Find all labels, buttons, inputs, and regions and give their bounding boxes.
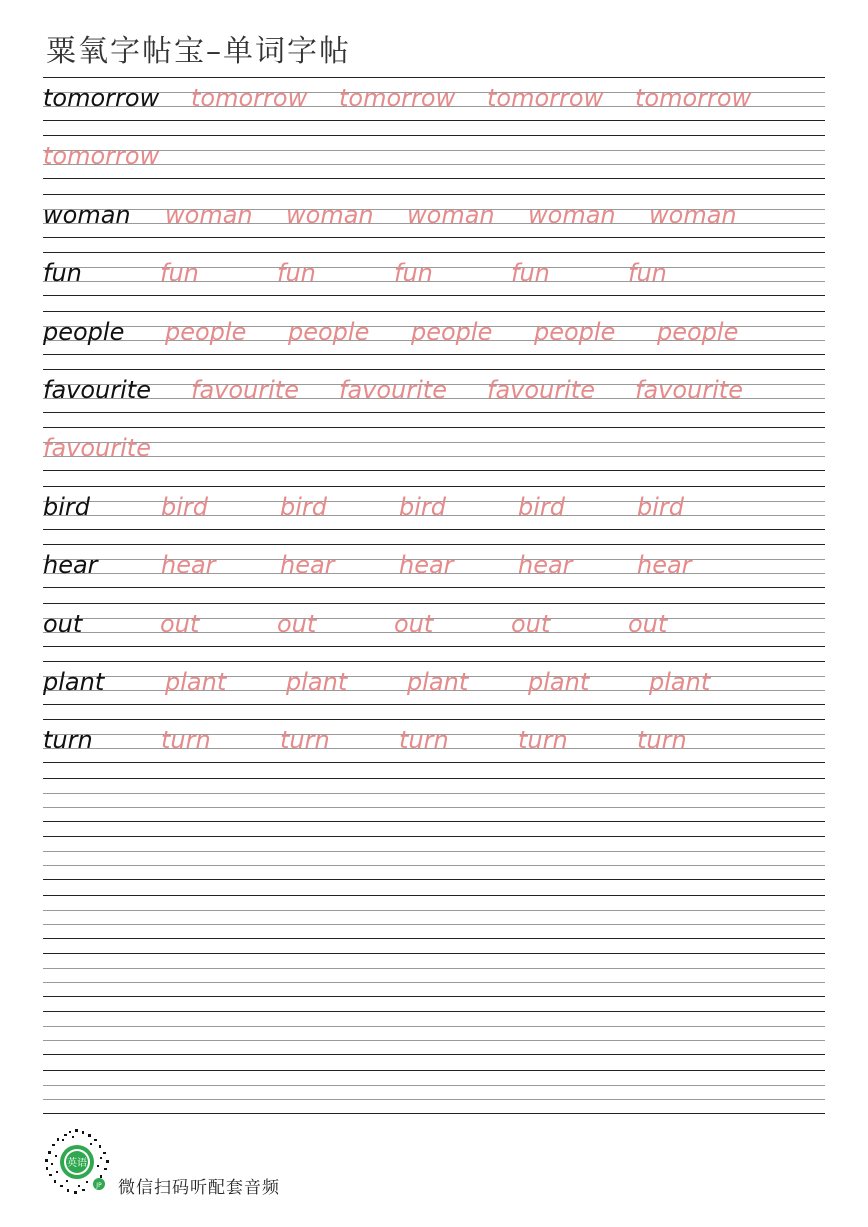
trace-word: out <box>628 609 668 638</box>
ruling-line <box>43 982 825 983</box>
ruling-line <box>43 1070 825 1071</box>
model-word: people <box>43 317 125 346</box>
ruling-line <box>43 77 825 78</box>
trace-word: people <box>657 317 739 346</box>
model-word: favourite <box>43 376 151 404</box>
trace-word: hear <box>518 551 573 580</box>
ruling-line <box>43 704 825 705</box>
qr-code[interactable] <box>42 1127 112 1197</box>
trace-word: plant <box>165 668 227 696</box>
trace-word: out <box>160 609 200 638</box>
trace-word: hear <box>399 551 454 580</box>
trace-word: tomorrow <box>635 84 752 112</box>
footer <box>42 1127 462 1199</box>
trace-word: plant <box>286 668 348 696</box>
ruling-line <box>43 456 825 457</box>
trace-word: fun <box>277 259 316 288</box>
ruling-line <box>43 295 825 296</box>
ruling-line <box>43 354 825 355</box>
trace-word: tomorrow <box>191 84 308 112</box>
trace-word: favourite <box>43 434 151 463</box>
trace-word: bird <box>518 492 566 521</box>
trace-word: turn <box>399 726 449 755</box>
ruling-line <box>43 412 825 413</box>
qr-corner-label: JP <box>96 1182 102 1189</box>
ruling-line <box>43 762 825 763</box>
ruling-line <box>43 1099 825 1100</box>
trace-word: people <box>411 317 493 346</box>
trace-word: bird <box>399 492 447 521</box>
trace-word: plant <box>407 668 469 696</box>
footer-caption: 微信扫码听配套音频 <box>118 1178 280 1198</box>
ruling-line <box>43 194 825 195</box>
ruling-line <box>43 1085 825 1086</box>
handwriting-sheet <box>43 77 825 1117</box>
trace-word: turn <box>161 726 211 755</box>
ruling-line <box>43 778 825 779</box>
trace-word: fun <box>511 259 550 288</box>
trace-word: tomorrow <box>339 84 456 112</box>
ruling-line <box>43 996 825 997</box>
ruling-line <box>43 369 825 370</box>
trace-word: woman <box>407 200 495 229</box>
trace-word: hear <box>637 551 692 580</box>
ruling-line <box>43 836 825 837</box>
trace-word: hear <box>161 551 216 580</box>
ruling-line <box>43 427 825 428</box>
trace-word: people <box>534 317 616 346</box>
trace-word: favourite <box>191 376 299 404</box>
ruling-line <box>43 1113 825 1114</box>
ruling-line <box>43 910 825 911</box>
ruling-line <box>43 968 825 969</box>
ruling-line <box>43 1026 825 1027</box>
trace-word: turn <box>280 726 330 755</box>
ruling-line <box>43 865 825 866</box>
ruling-line <box>43 164 825 165</box>
model-word: plant <box>43 668 105 696</box>
trace-word: favourite <box>635 376 743 404</box>
trace-word: favourite <box>487 376 595 404</box>
ruling-line <box>43 879 825 880</box>
trace-word: turn <box>518 726 568 755</box>
ruling-line <box>43 661 825 662</box>
trace-word: favourite <box>339 376 447 404</box>
trace-word: woman <box>528 200 616 229</box>
qr-code-icon <box>42 1127 112 1197</box>
ruling-line <box>43 311 825 312</box>
trace-word: tomorrow <box>43 142 160 171</box>
trace-word: fun <box>394 259 433 288</box>
ruling-line <box>43 807 825 808</box>
page-title: 粟氧字帖宝–单词字帖 <box>46 34 351 69</box>
ruling-line <box>43 544 825 545</box>
ruling-line <box>43 646 825 647</box>
trace-word: woman <box>286 200 374 229</box>
ruling-line <box>43 442 825 443</box>
ruling-line <box>43 150 825 151</box>
model-word: bird <box>43 492 91 521</box>
model-word: out <box>43 609 83 638</box>
trace-word: bird <box>280 492 328 521</box>
ruling-line <box>43 1054 825 1055</box>
trace-word: people <box>288 317 370 346</box>
trace-word: fun <box>160 259 199 288</box>
ruling-line <box>43 793 825 794</box>
ruling-line <box>43 135 825 136</box>
ruling-line <box>43 719 825 720</box>
model-word: fun <box>43 259 82 288</box>
trace-word: plant <box>528 668 590 696</box>
trace-word: woman <box>165 200 253 229</box>
ruling-line <box>43 953 825 954</box>
ruling-line <box>43 851 825 852</box>
trace-word: fun <box>628 259 667 288</box>
model-word: turn <box>43 726 93 755</box>
ruling-line <box>43 120 825 121</box>
model-word: woman <box>43 200 131 229</box>
ruling-line <box>43 1011 825 1012</box>
trace-word: plant <box>649 668 711 696</box>
trace-word: out <box>511 609 551 638</box>
trace-word: bird <box>637 492 685 521</box>
trace-word: hear <box>280 551 335 580</box>
trace-word: out <box>277 609 317 638</box>
ruling-line <box>43 470 825 471</box>
qr-badge-label: 英语 <box>67 1158 87 1169</box>
model-word: tomorrow <box>43 84 160 112</box>
ruling-line <box>43 924 825 925</box>
trace-word: woman <box>649 200 737 229</box>
ruling-line <box>43 252 825 253</box>
ruling-line <box>43 486 825 487</box>
trace-word: bird <box>161 492 209 521</box>
ruling-line <box>43 1040 825 1041</box>
ruling-line <box>43 237 825 238</box>
ruling-line <box>43 587 825 588</box>
ruling-line <box>43 603 825 604</box>
trace-word: people <box>165 317 247 346</box>
ruling-line <box>43 938 825 939</box>
trace-word: out <box>394 609 434 638</box>
ruling-line <box>43 821 825 822</box>
trace-word: tomorrow <box>487 84 604 112</box>
model-word: hear <box>43 551 98 580</box>
ruling-line <box>43 178 825 179</box>
trace-word: turn <box>637 726 687 755</box>
ruling-line <box>43 529 825 530</box>
ruling-line <box>43 895 825 896</box>
